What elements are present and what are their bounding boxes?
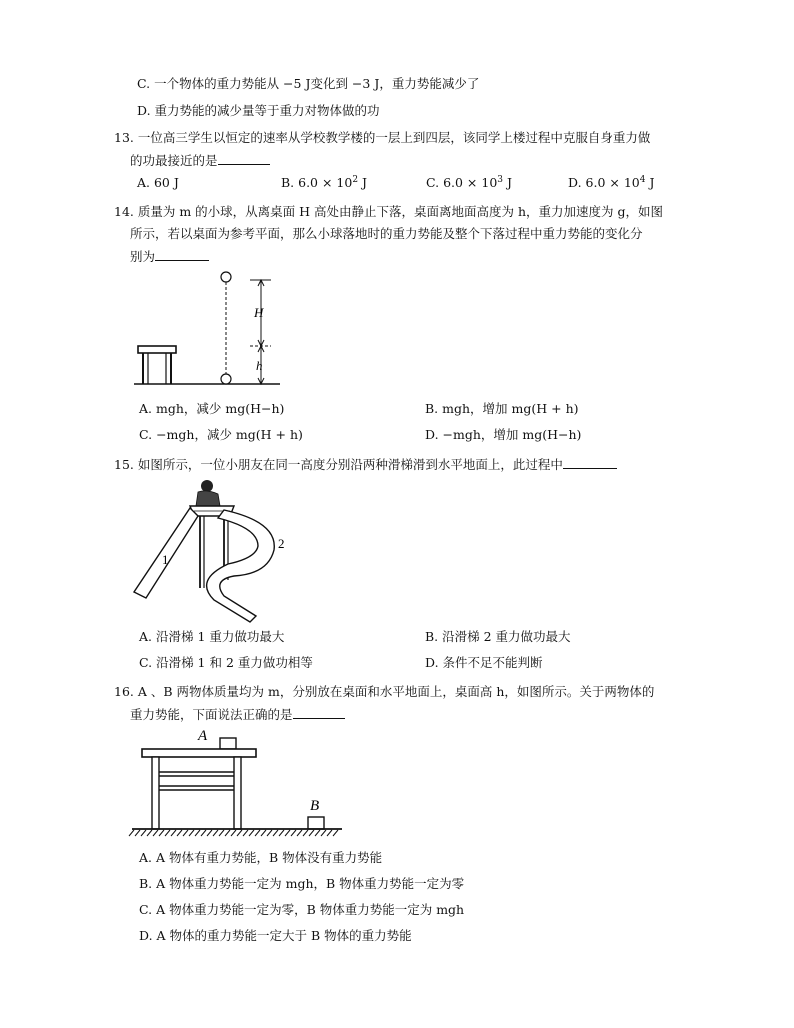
q13-option-b-text: B. 6.0 × 10 xyxy=(281,175,353,190)
q16-option-a: A. A 物体有重力势能，B 物体没有重力势能 xyxy=(139,850,383,865)
q13-option-d-exponent: 4 xyxy=(639,174,646,185)
hatch-mark xyxy=(285,830,290,836)
hatch-mark xyxy=(249,830,254,836)
table-top xyxy=(138,346,176,353)
q14-stem-line1: 14. 质量为 m 的小球，从离桌面 H 高处由静止下落，桌面离地面高度为 h，重力加速度为 g，如图 xyxy=(114,204,664,219)
block-A xyxy=(220,738,236,749)
q14-stem-line3 xyxy=(130,248,209,265)
hatch-mark xyxy=(309,830,314,836)
q13-option-b xyxy=(281,175,367,191)
label-H: H xyxy=(254,305,264,320)
hatch-mark xyxy=(207,830,212,836)
q12-option-c: C. 一个物体的重力势能从 −5 J变化到 −3 J，重力势能减少了 xyxy=(137,76,480,91)
q13-option-c-text: C. 6.0 × 10 xyxy=(426,175,498,190)
hatch-mark xyxy=(201,830,206,836)
hatch-mark xyxy=(177,830,182,836)
q15-stem-text: 15. 如图所示，一位小朋友在同一高度分别沿两种滑梯滑到水平地面上，此过程中 xyxy=(114,457,563,472)
ball-start xyxy=(221,272,231,282)
q16-option-b: B. A 物体重力势能一定为 mgh，B 物体重力势能一定为零 xyxy=(139,876,465,891)
q14-option-a: A. mgh，减少 mg(H−h) xyxy=(139,401,285,416)
q13-option-b-unit: J xyxy=(358,175,368,190)
hatch-mark xyxy=(129,830,134,836)
q13-stem-line2 xyxy=(130,152,270,169)
q13-option-d-text: D. 6.0 × 10 xyxy=(568,175,640,190)
q14-figure-ball-drop xyxy=(130,266,290,390)
hatch-mark xyxy=(153,830,158,836)
label-A: A xyxy=(198,728,208,744)
hatch-mark xyxy=(225,830,230,836)
child-head xyxy=(201,480,213,492)
q13-stem-text: 的功最接近的是 xyxy=(130,153,218,168)
hatch-mark xyxy=(147,830,152,836)
q14-stem-text: 别为 xyxy=(130,249,156,264)
child-body xyxy=(196,491,220,506)
hatch-mark xyxy=(237,830,242,836)
hatch-mark xyxy=(195,830,200,836)
q13-option-d-unit: J xyxy=(645,175,655,190)
hatch-mark xyxy=(183,830,188,836)
q16-stem-text: 重力势能，下面说法正确的是 xyxy=(130,707,293,722)
hatch-mark xyxy=(159,830,164,836)
block-B xyxy=(308,817,324,829)
q13-option-a: A. 60 J xyxy=(137,175,179,190)
label-slide-1: 1 xyxy=(162,552,169,567)
q16-figure-table-blocks xyxy=(130,724,346,840)
ball-end xyxy=(221,374,231,384)
hatch-mark xyxy=(165,830,170,836)
hatch-mark xyxy=(171,830,176,836)
q15-option-c: C. 沿滑梯 1 和 2 重力做功相等 xyxy=(139,655,313,670)
hatch-mark xyxy=(273,830,278,836)
slide-2 xyxy=(207,510,275,622)
table-leg xyxy=(152,757,159,829)
answer-blank xyxy=(155,248,209,261)
label-B: B xyxy=(310,798,320,814)
q16-option-d: D. A 物体的重力势能一定大于 B 物体的重力势能 xyxy=(139,928,412,943)
q14-option-c: C. −mgh，减少 mg(H + h) xyxy=(139,427,303,442)
label-h: h xyxy=(256,358,263,373)
q15-figure-slides xyxy=(128,476,288,624)
hatch-mark xyxy=(297,830,302,836)
ground-hatching xyxy=(129,830,338,836)
q13-option-b-exponent: 2 xyxy=(352,174,359,185)
hatch-mark xyxy=(291,830,296,836)
q12-option-d: D. 重力势能的减少量等于重力对物体做的功 xyxy=(137,103,380,118)
q15-option-a: A. 沿滑梯 1 重力做功最大 xyxy=(139,629,285,644)
hatch-mark xyxy=(333,830,338,836)
table-top xyxy=(142,749,256,757)
q14-stem-line2: 所示，若以桌面为参考平面，那么小球落地时的重力势能及整个下落过程中重力势能的变化分 xyxy=(130,226,643,241)
hatch-mark xyxy=(327,830,332,836)
hatch-mark xyxy=(315,830,320,836)
q15-option-b: B. 沿滑梯 2 重力做功最大 xyxy=(425,629,571,644)
q13-option-c xyxy=(426,175,512,191)
q13-option-c-exponent: 3 xyxy=(497,174,504,185)
answer-blank xyxy=(293,706,345,719)
q16-stem-line2 xyxy=(130,706,345,723)
q14-option-b: B. mgh，增加 mg(H + h) xyxy=(425,401,579,416)
table-leg xyxy=(234,757,241,829)
hatch-mark xyxy=(243,830,248,836)
hatch-mark xyxy=(213,830,218,836)
q16-option-c: C. A 物体重力势能一定为零，B 物体重力势能一定为 mgh xyxy=(139,902,465,917)
hatch-mark xyxy=(261,830,266,836)
answer-blank xyxy=(218,152,270,165)
hatch-mark xyxy=(321,830,326,836)
q13-option-d xyxy=(568,175,654,191)
hatch-mark xyxy=(219,830,224,836)
hatch-mark xyxy=(267,830,272,836)
q16-stem-line1: 16. A 、B 两物体质量均为 m，分别放在桌面和水平地面上，桌面高 h，如图所示。关于两物体的 xyxy=(114,684,655,699)
answer-blank xyxy=(563,456,617,469)
q13-stem-line1: 13. 一位高三学生以恒定的速率从学校教学楼的一层上到四层，该同学上楼过程中克服自身重力做 xyxy=(114,130,651,145)
hatch-mark xyxy=(279,830,284,836)
hatch-mark xyxy=(255,830,260,836)
hatch-mark xyxy=(189,830,194,836)
q15-option-d: D. 条件不足不能判断 xyxy=(425,655,543,670)
hatch-mark xyxy=(141,830,146,836)
q14-option-d: D. −mgh，增加 mg(H−h) xyxy=(425,427,582,442)
hatch-mark xyxy=(135,830,140,836)
q13-option-c-unit: J xyxy=(503,175,512,190)
hatch-mark xyxy=(303,830,308,836)
q15-stem-line1 xyxy=(114,456,617,473)
hatch-mark xyxy=(231,830,236,836)
label-slide-2: 2 xyxy=(278,536,285,551)
